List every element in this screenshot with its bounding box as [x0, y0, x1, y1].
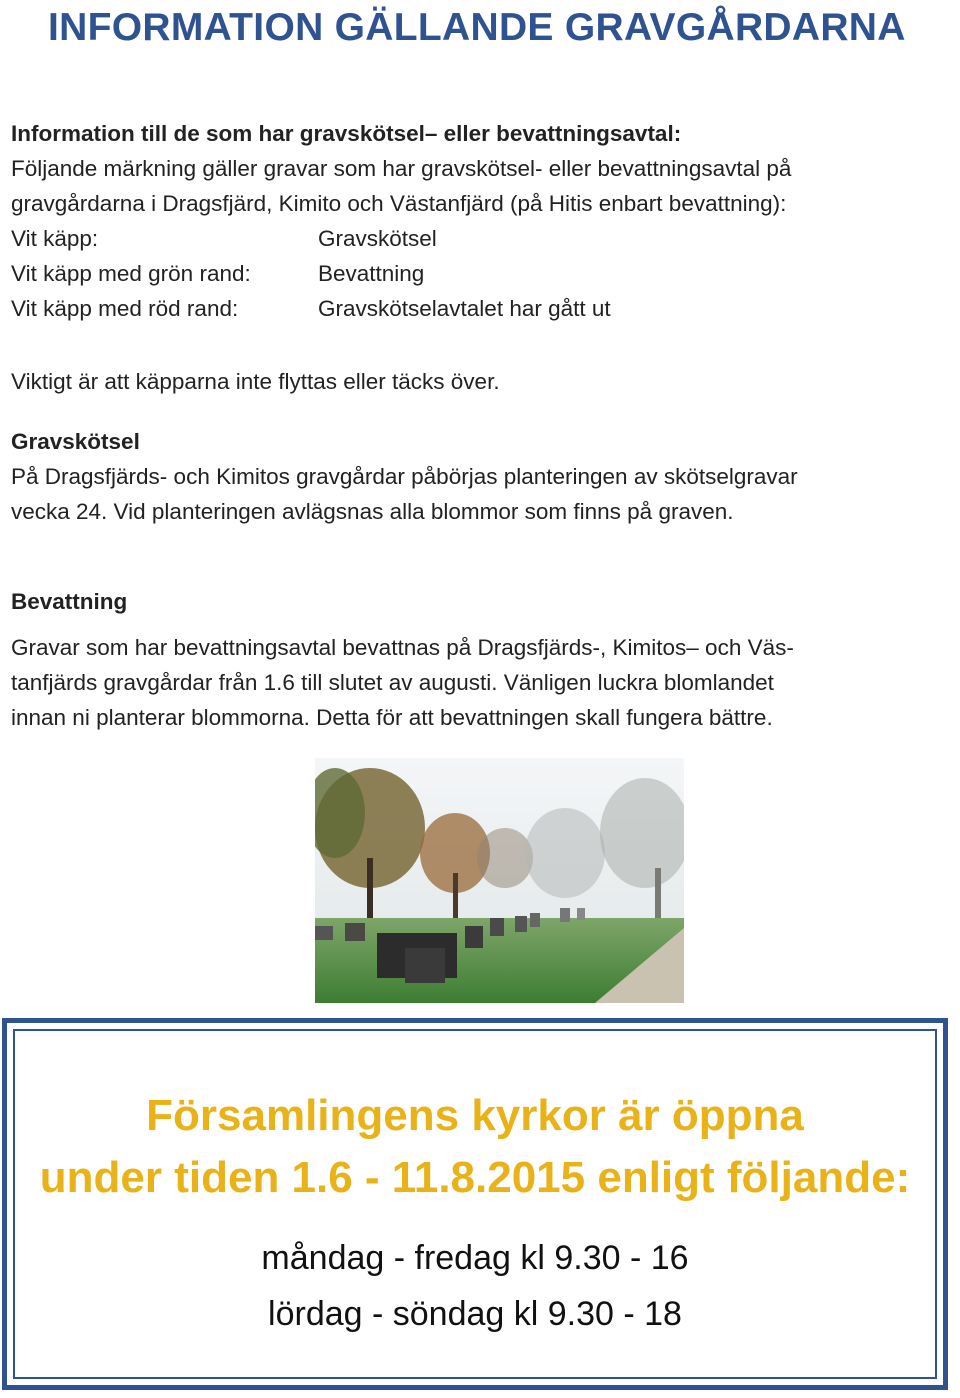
hours-weekend: lördag - söndag kl 9.30 - 18 [268, 1295, 682, 1333]
bevattning-text-line: tanfjärds gravgårdar från 1.6 till slutet av augusti. Vänligen luckra blomlandet [11, 670, 774, 695]
info-intro-line: Följande märkning gäller gravar som har gravskötsel- eller bevattningsavtal på [11, 156, 792, 181]
bevattning-text-line: innan ni planterar blommorna. Detta för att bevattningen skall fungera bättre. [11, 705, 773, 730]
marking-row [11, 291, 946, 326]
page-title: INFORMATION GÄLLANDE GRAVGÅRDARNA [48, 6, 906, 49]
bevattning-heading-text: Bevattning [11, 589, 128, 614]
bevattning-text-line: Gravar som har bevattningsavtal bevattnas på Dragsfjärds-, Kimitos– och Väs- [11, 635, 794, 660]
marking-row [11, 221, 946, 256]
marking-label: Vit käpp: [11, 226, 99, 251]
marking-meaning: Gravskötsel [318, 226, 437, 251]
marking-label: Vit käpp med röd rand: [11, 296, 239, 321]
bevattning-text [11, 630, 946, 735]
info-note: Viktigt är att käpparna inte flyttas eller täcks över. [11, 369, 500, 394]
cemetery-photo [315, 758, 684, 1003]
gravskotsel-heading: Gravskötsel [11, 429, 140, 454]
marking-meaning: Bevattning [318, 261, 425, 286]
info-section [11, 116, 946, 326]
gravskotsel-section [11, 424, 946, 529]
marking-label: Vit käpp med grön rand: [11, 261, 251, 286]
churches-line2: under tiden 1.6 - 11.8.2015 enligt följande: [39, 1153, 911, 1202]
opening-hours-box [2, 1018, 948, 1390]
churches-line1: Församlingens kyrkor är öppna [146, 1091, 804, 1140]
info-intro-line: gravgårdarna i Dragsfjärd, Kimito och Västanfjärd (på Hitis enbart bevattning): [11, 191, 787, 216]
marking-row [11, 256, 946, 291]
opening-hours-inner-frame [13, 1029, 937, 1379]
gravskotsel-text-line: På Dragsfjärds- och Kimitos gravgårdar påbörjas planteringen av skötselgravar [11, 464, 798, 489]
marking-meaning: Gravskötselavtalet har gått ut [318, 296, 611, 321]
info-heading: Information till de som har gravskötsel– eller bevattningsavtal: [11, 121, 682, 146]
hours-weekdays: måndag - fredag kl 9.30 - 16 [261, 1239, 689, 1277]
bevattning-heading [11, 584, 946, 619]
gravskotsel-text-line: vecka 24. Vid planteringen avlägsnas alla blommor som finns på graven. [11, 499, 734, 524]
